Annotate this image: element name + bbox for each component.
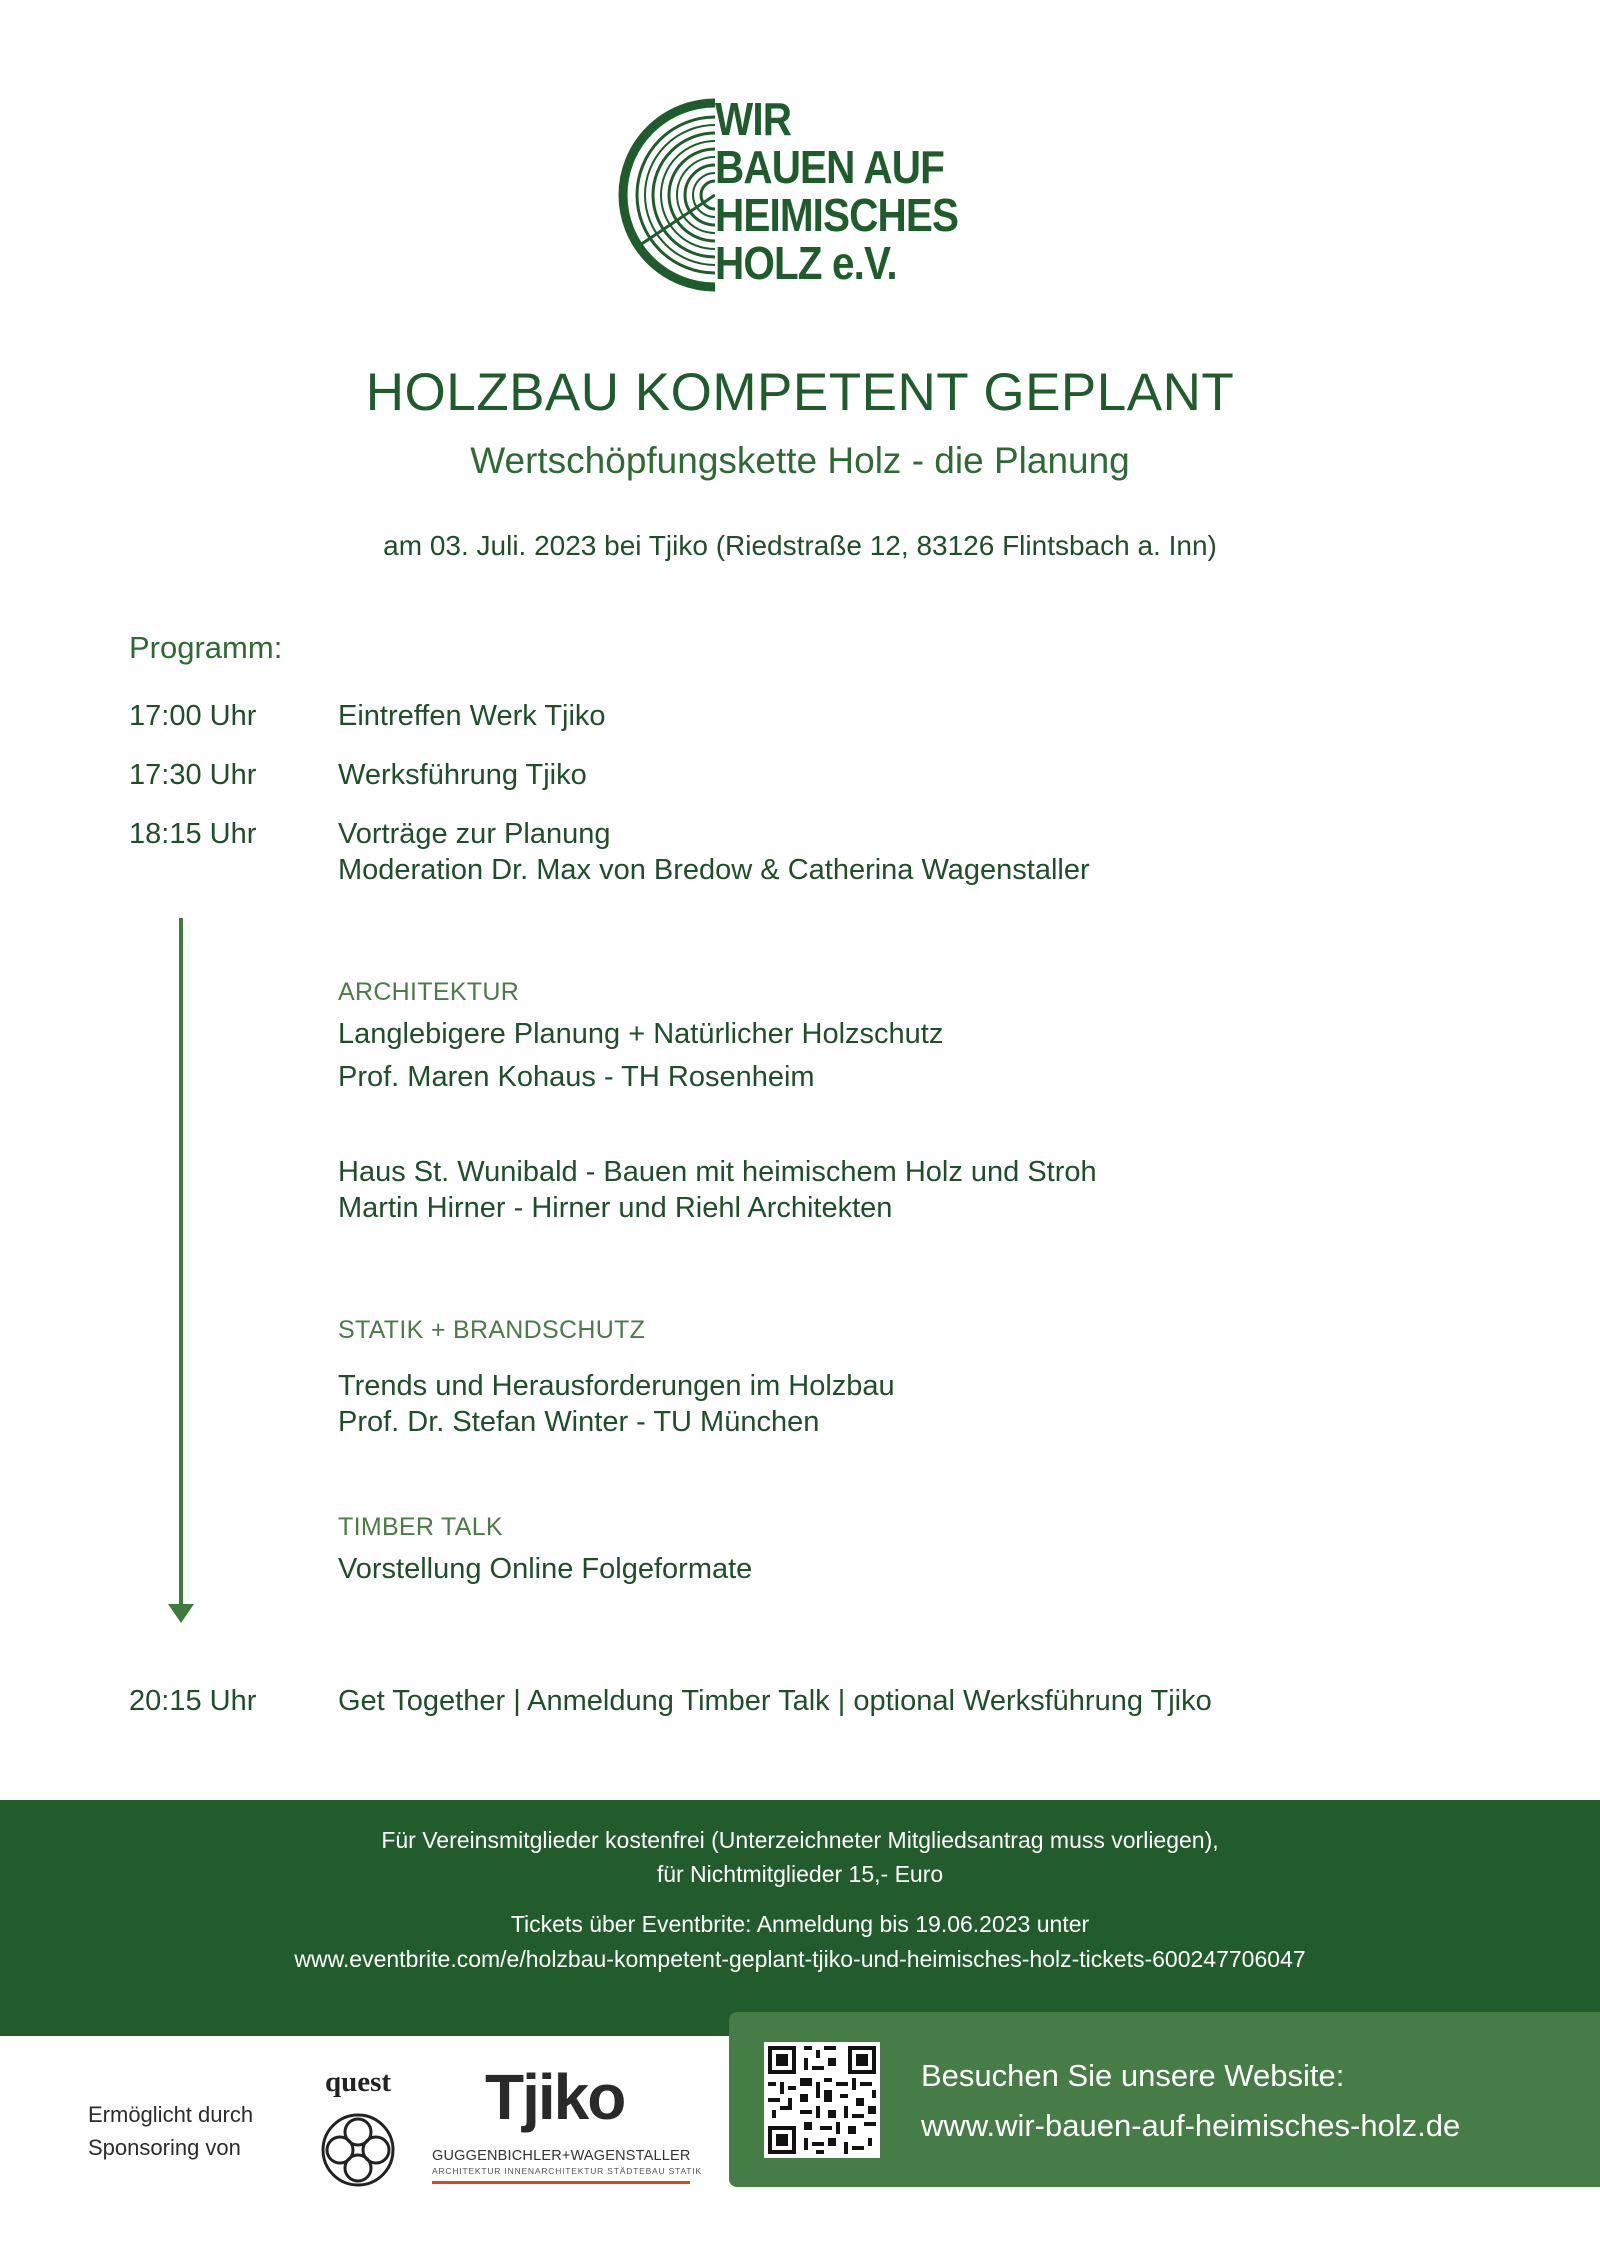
website-label: Besuchen Sie unsere Website: (921, 2058, 1345, 2093)
talk-title: Langlebigere Planung + Natürlicher Holzschutz (338, 1018, 944, 1050)
sponsor-label-line: Ermöglicht durch (88, 2102, 254, 2127)
logo-line: WIR (715, 93, 792, 145)
page-subtitle: Wertschöpfungskette Holz - die Planung (470, 440, 1130, 481)
tjiko-wordmark: Tjiko (485, 2061, 625, 2133)
program-time: 17:30 Uhr (129, 759, 257, 791)
qr-code-icon[interactable] (764, 2042, 880, 2158)
gw-company-name: GUGGENBICHLER+WAGENSTALLER (432, 2148, 691, 2164)
program-time: 18:15 Uhr (129, 818, 257, 850)
tjiko-sponsor-logo (430, 2060, 702, 2190)
gw-accent-bar (432, 2181, 690, 2184)
category-heading: STATIK + BRANDSCHUTZ (338, 1316, 646, 1344)
talk-title: Haus St. Wunibald - Bauen mit heimischem Holz und Stroh (338, 1156, 1097, 1188)
page-title: HOLZBAU KOMPETENT GEPLANT (365, 363, 1235, 422)
program-item: Werksführung Tjiko (338, 759, 587, 791)
program-item-detail: Moderation Dr. Max von Bredow & Catherina Wagenstaller (338, 854, 1090, 886)
event-date-location: am 03. Juli. 2023 bei Tjiko (Riedstraße 12, 83126 Flintsbach a. Inn) (383, 530, 1217, 561)
program-item: Eintreffen Werk Tjiko (338, 700, 606, 732)
talk-title: Trends und Herausforderungen im Holzbau (338, 1370, 895, 1402)
program-item: Get Together | Anmeldung Timber Talk | optional Werksführung Tjiko (338, 1685, 1212, 1717)
timeline-arrow-icon (168, 918, 194, 1623)
ticket-info: Tickets über Eventbrite: Anmeldung bis 19.06.2023 unter (510, 1911, 1090, 1937)
website-callout (729, 2012, 1600, 2187)
info-band (0, 1800, 1600, 2036)
price-info: für Nichtmitglieder 15,- Euro (656, 1861, 944, 1887)
knot-emblem-icon (318, 2110, 398, 2190)
logo-line: BAUEN AUF (715, 141, 944, 193)
logo-line: HOLZ e.V. (715, 237, 897, 289)
gw-company-tagline: ARCHITEKTUR INNENARCHITEKTUR STÄDTEBAU STATIK (432, 2166, 702, 2176)
talk-speaker: Martin Hirner - Hirner und Riehl Architekten (338, 1192, 893, 1224)
program-time: 17:00 Uhr (129, 700, 257, 732)
program-item: Vorträge zur Planung (338, 818, 611, 850)
quest-sponsor-logo (308, 2066, 408, 2196)
sponsor-label (88, 2098, 253, 2164)
ticket-link[interactable]: www.eventbrite.com/e/holzbau-kompetent-geplant-tjiko-und-heimisches-holz-tickets-600247706047 (294, 1946, 1306, 1972)
program-heading: Programm: (129, 630, 283, 665)
quest-wordmark: quest (324, 2066, 392, 2098)
association-logo (610, 95, 990, 295)
category-heading: ARCHITEKTUR (338, 978, 520, 1006)
logo-line: HEIMISCHES (715, 189, 959, 241)
price-info: Für Vereinsmitglieder kostenfrei (Unterzeichneter Mitgliedsantrag muss vorliegen), (381, 1827, 1219, 1853)
talk-title: Vorstellung Online Folgeformate (338, 1553, 753, 1585)
program-time: 20:15 Uhr (129, 1685, 257, 1717)
sponsor-label-line: Sponsoring von (88, 2135, 241, 2160)
logo-wordmark (715, 95, 1005, 287)
talk-speaker: Prof. Maren Kohaus - TH Rosenheim (338, 1061, 815, 1093)
category-heading: TIMBER TALK (338, 1513, 503, 1541)
talk-speaker: Prof. Dr. Stefan Winter - TU München (338, 1406, 820, 1438)
website-link[interactable]: www.wir-bauen-auf-heimisches-holz.de (921, 2108, 1461, 2143)
